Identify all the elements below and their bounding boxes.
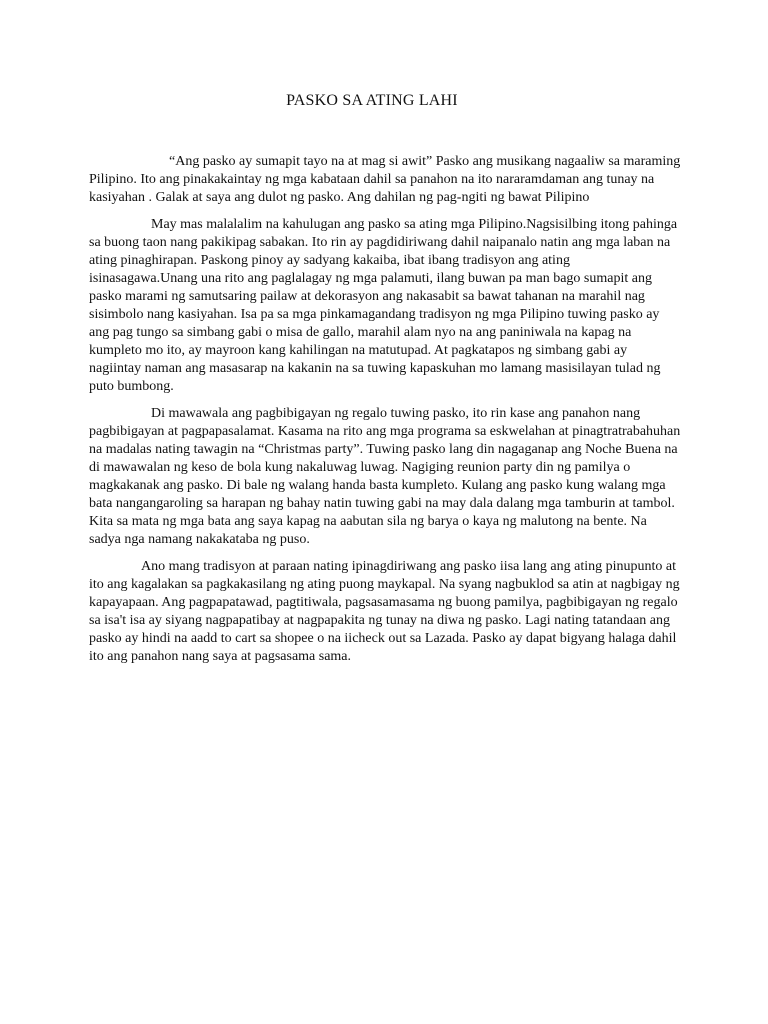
paragraph-3: Di mawawala ang pagbibigayan ng regalo tuwing pasko, ito rin kase ang panahon nang pagbibigayan at pagpapasalamat. Kasama na rito ang mga programa sa eskwelahan at pinagtratrabahuhan na madalas nating tawagin na “Christmas party”. Tuwing pasko lang din nagaganap ang Noche Buena na di mawawalan ng keso de bola kung nakaluwag luwag. Nagiging reunion party din ng pamilya o magkakanak ang pasko. Di bale ng walang handa basta kumpleto. Kulang ang pasko kung walang mga bata nangangaroling sa harapan ng bahay natin tuwing gabi na may dala dalang mga tamburin at tambol. Kita sa mata ng mga bata ang saya kapag na aabutan sila ng barya o kaya ng malutong na bente. Na sadya nga namang nakakataba ng puso. — [89, 406, 681, 547]
document-body — [89, 153, 681, 675]
paragraph-4: Ano mang tradisyon at paraan nating ipinagdiriwang ang pasko iisa lang ang ating pinupunto at ito ang kagalakan sa pagkakasilang ng ating puong maykapal. Na syang nagbuklod sa atin at nagbigay ng kapayapaan. Ang pagpapatawad, pagtitiwala, pagsasamasama ng buong pamilya, pagbibigayan ng regalo sa isa't isa ay siyang nagpapatibay at nagpapakita ng tunay na diwa ng pasko. Lagi nating tatandaan ang pasko ay hindi na aadd to cart sa shopee o na iicheck out sa Lazada. Pasko ay dapat bigyang halaga dahil ito ang panahon nang saya at pagsasama sama. — [89, 559, 680, 664]
document-title-text: PASKO SA ATING LAHI — [286, 92, 458, 109]
paragraph-2: May mas malalalim na kahulugan ang pasko sa ating mga Pilipino.Nagsisilbing itong pahinga sa buong taon nang pakikipag sabakan. Ito rin ay pagdidiriwang dahil naipanalo natin ang mga laban na ating pinaghirapan. Paskong pinoy ay sadyang kakaiba, ibat ibang tradisyon ang ating isinasagawa.Unang una rito ang paglalagay ng mga palamuti, ilang buwan pa man bago sumapit ang pasko marami ng samutsaring pailaw at dekorasyon ang nakasabit sa bawat tahanan na marahil nag sisimbolo nang kasiyahan. Isa pa sa mga pinkamagandang tradisyon ng mga Pilipino tuwing pasko ay ang pag tungo sa simbang gabi o misa de gallo, marahil alam nyo na ang paniniwala na kapag na kumpleto mo ito, ay mayroon kang kahilingan na matutupad. At pagkatapos ng simbang gabi ay nagiintay naman ang masasarap na kakanin na sa tuwing kapaskuhan mo lamang masisilayan tulad ng puto bumbong. — [89, 217, 678, 394]
document-title — [0, 92, 768, 110]
paragraph-1: “Ang pasko ay sumapit tayo na at mag si awit” Pasko ang musikang nagaaliw sa maraming Pilipino. Ito ang pinakakaintay ng mga kabataan dahil sa panahon na ito nararamdaman ang tunay na kasiyahan . Galak at saya ang dulot ng pasko. Ang dahilan ng pag-ngiti ng bawat Pilipino — [89, 154, 681, 205]
